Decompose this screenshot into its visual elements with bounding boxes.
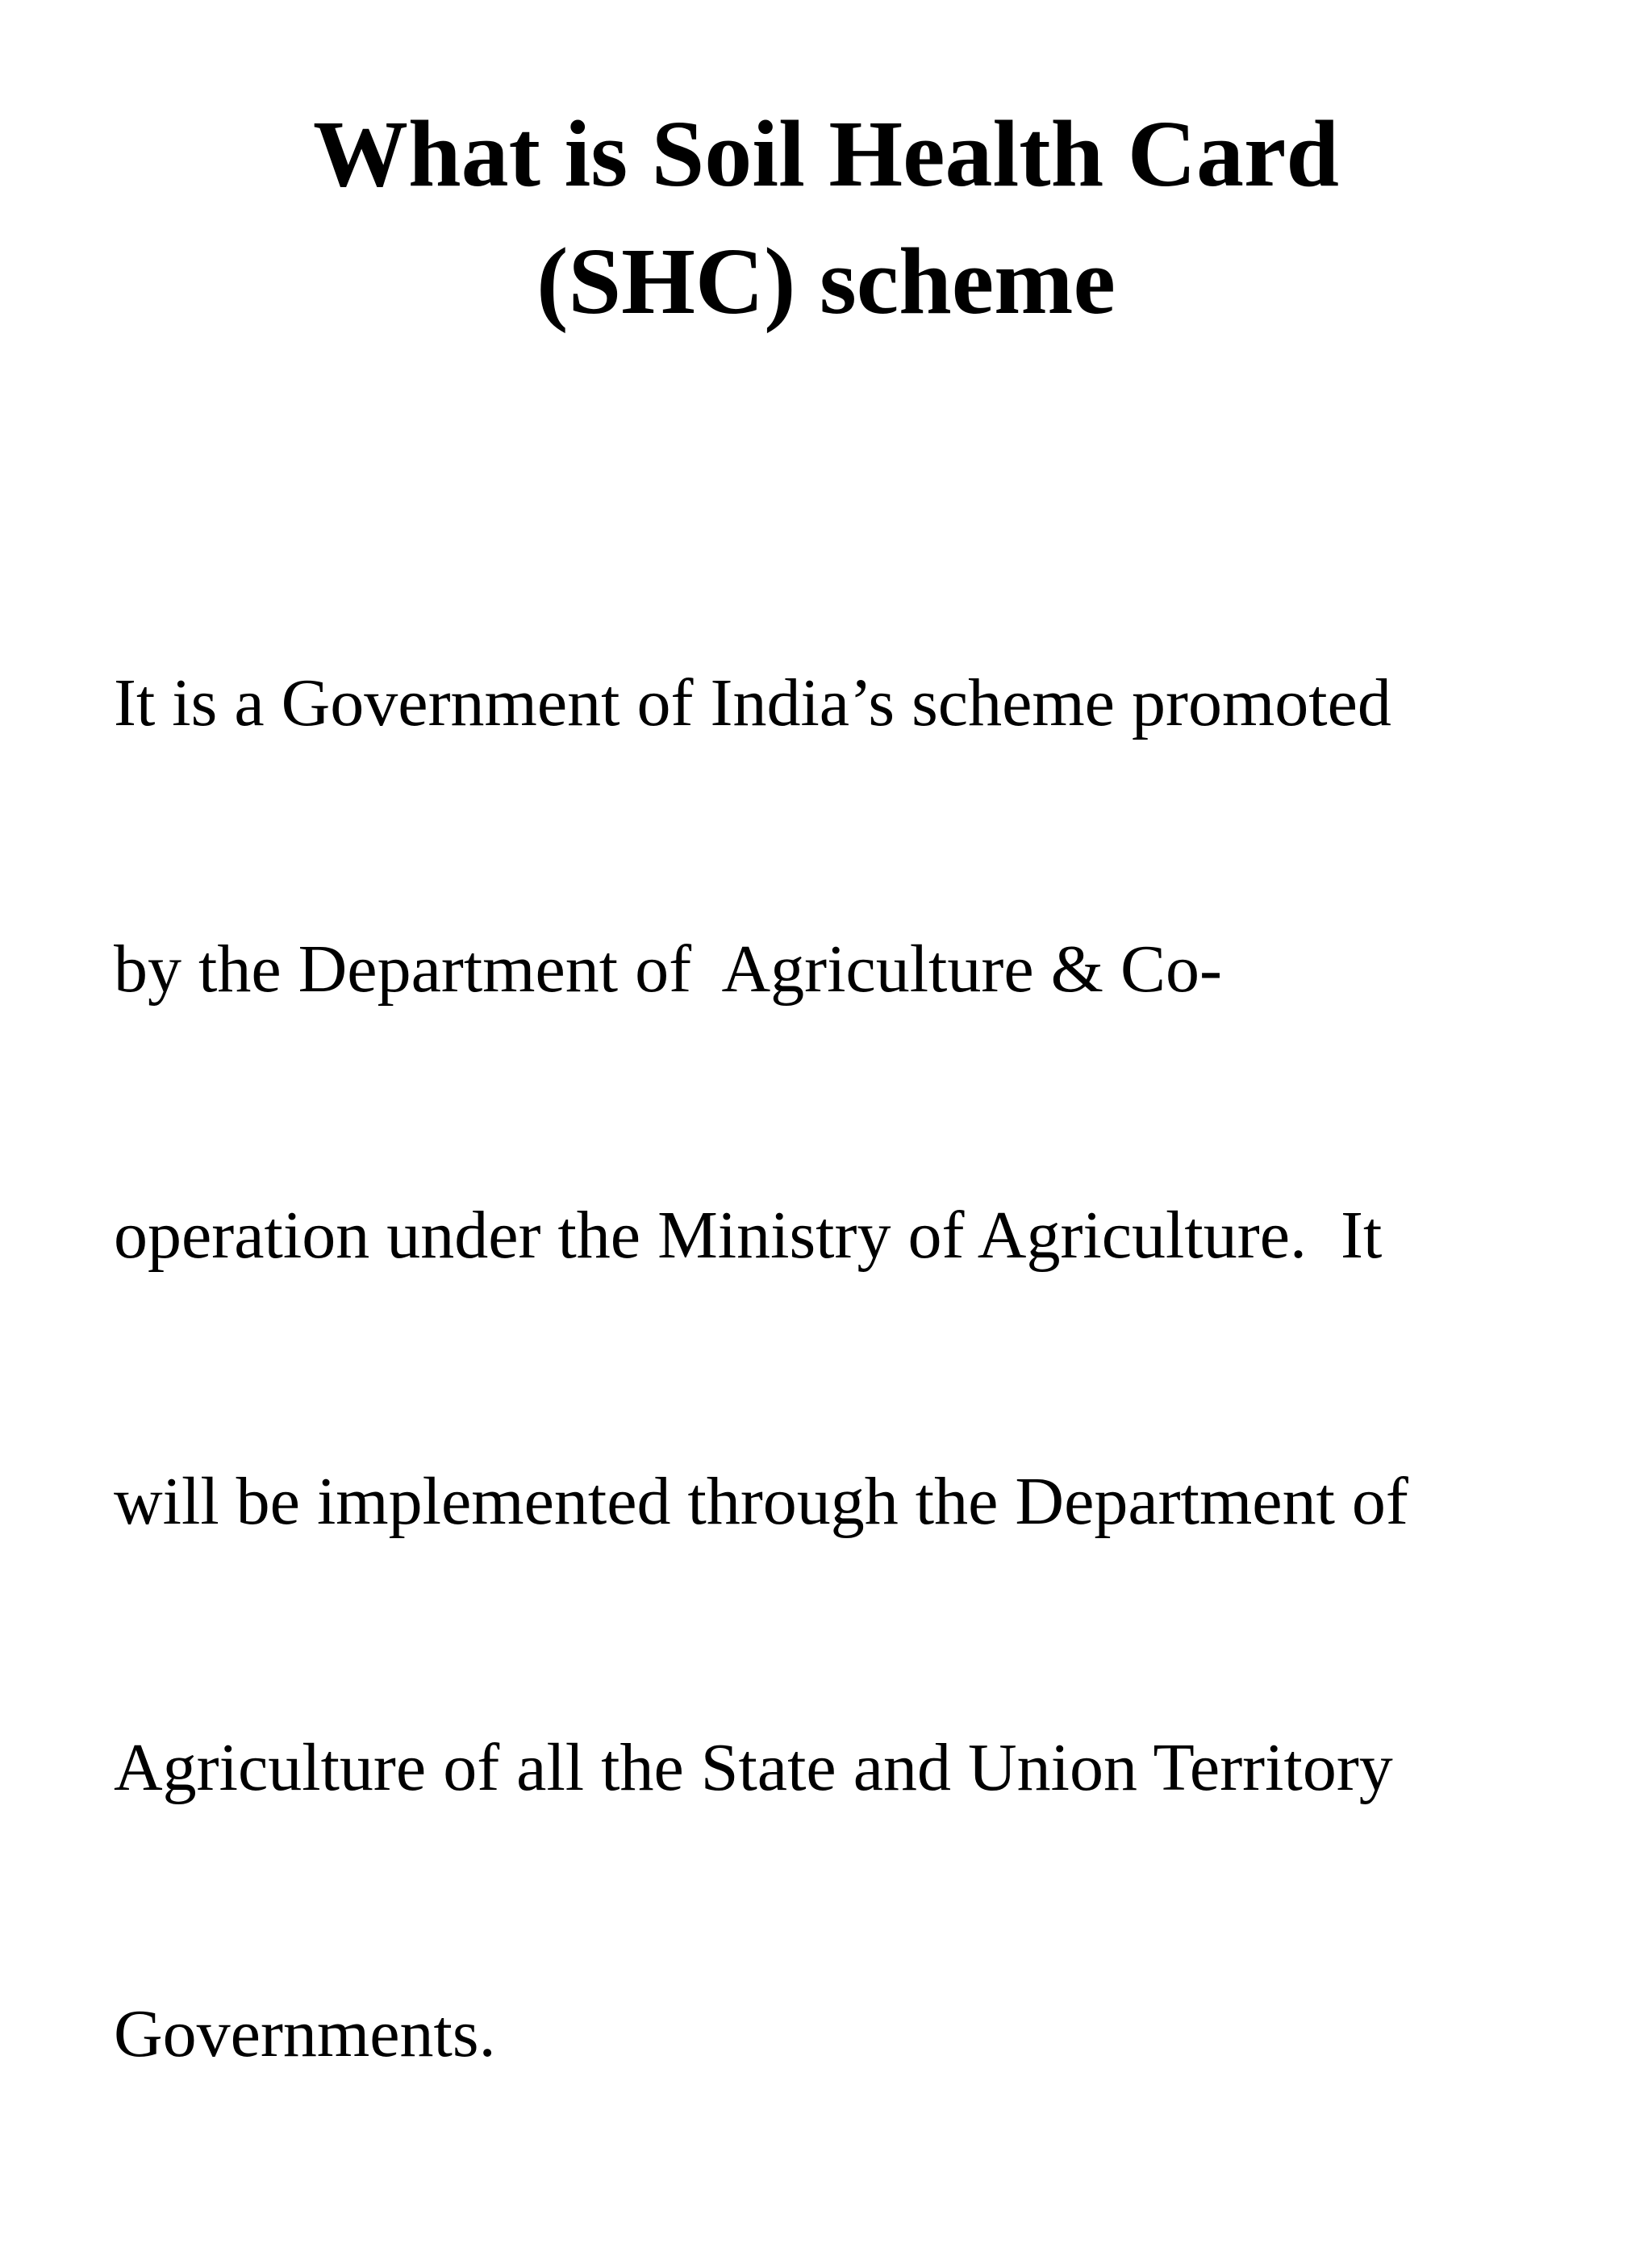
slide-title-line: (SHC) scheme	[536, 228, 1116, 334]
body-line: Agriculture of all the State and Union Territory	[114, 1730, 1393, 1805]
slide-body-text	[114, 482, 1614, 2256]
body-line: It is a Government of India’s scheme promoted	[114, 665, 1391, 740]
slide-title-line: What is Soil Health Card	[313, 101, 1339, 206]
body-line: will be implemented through the Department of	[114, 1464, 1408, 1539]
slide-title	[0, 90, 1652, 345]
body-line: Governments.	[114, 1996, 496, 2071]
body-line: operation under the Ministry of Agriculture. It	[114, 1198, 1383, 1273]
body-line: by the Department of Agriculture & Co-	[114, 932, 1222, 1007]
